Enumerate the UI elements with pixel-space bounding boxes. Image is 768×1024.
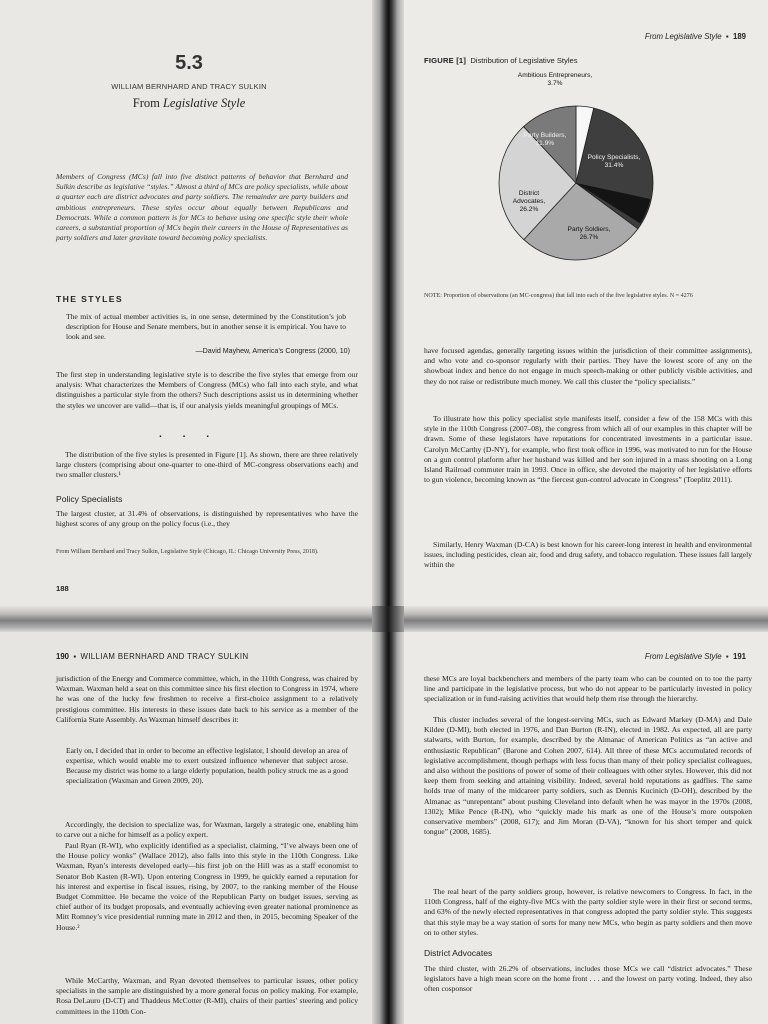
pie-label-name: District Advocates, <box>512 190 546 206</box>
subheading-district-advocates: District Advocates <box>424 948 493 958</box>
chapter-abstract: Members of Congress (MCs) fall into five distinct patterns of behavior that Bernhard and Sulkin describe as legislative “styles.” Almost a third of MCs are policy specialists, while about a quarter each are district advocates and party soldiers. The remainder are party builders and ambitious entrepreneurs. These styles occur about equally between Republicans and Democrats. While a common pattern is for MCs to behave using one specific style their whole careers, a substantial proportion of MCs begin their careers in the House of Representatives as party soldiers and later gravitate toward becoming policy specialists. <box>56 172 348 243</box>
paragraph: The third cluster, with 26.2% of observations, includes those MCs we call “district advocates.” These legislators have a high mean score on the home front . . . and the lowest on party voting. Indeed, they also often cosponsor <box>424 964 752 994</box>
block-quote: Early on, I decided that in order to become an effective legislator, I should develop an area of expertise, which would enable me to exert outsized influence whenever that subject arose. Because my district was home to a large elderly population, health policy struck me as a good specialization (Waxman and Green 2009, 20). <box>66 746 348 785</box>
paragraph: have focused agendas, generally targeting issues within the jurisdiction of their committee assignments), and who vote and co-sponsor regularly with their parties. They have the lowest score of any on the showboat index and hence do not engage in much speech-making or other publicly visible activities, and they do not raise or redistribute much money. We call this cluster the “policy specialists.” <box>424 346 752 386</box>
pie-label-value: 3.7% <box>547 80 563 88</box>
page-189 <box>398 0 768 610</box>
pie-label-ambitious-entrepreneurs <box>510 72 600 88</box>
chapter-authors: WILLIAM BERNHARD AND TRACY SULKIN <box>111 82 267 91</box>
book-spine <box>372 0 404 1024</box>
page-number: 189 <box>732 32 746 41</box>
paragraph: To illustrate how this policy specialist style manifests itself, consider a few of the 158 MCs with this style in the 110th Congress (2007–08), the congress from which all of our examples in this chapter will be drawn. Some of these legislators have reputations for concentrated investments in a particular issue. Carolyn McCarthy (D-NY), for example, who first took office in 1996, was motivated to run for the House on a gun control platform after her husband was killed and her son injured in a mass shooting on a Long Island Railroad commuter train in 1993. Once in office, she devoted the majority of her legislative efforts to gun violence, becoming known as “the fiercest gun-control advocate in Congress” (Toeplitz 2011). <box>424 414 752 485</box>
paragraph: these MCs are loyal backbenchers and members of the party team who can be counted on to toe the party line and participate in the legislative process, but who do not appear to be particularly invested in policy specialization or in fund-raising activities that would help them rise through the hierarchy. <box>424 674 752 704</box>
source-footnote: From William Bernhard and Tracy Sulkin, Legislative Style (Chicago, IL: Chicago University Press, 2018). <box>56 549 319 555</box>
chapter-title-prefix: From <box>132 96 163 110</box>
paragraph: Similarly, Henry Waxman (D-CA) is best known for his career-long interest in health and environmental issues, including pesticides, clean air, food and drug safety, and tobacco regulation. These issues fall largely within the <box>424 540 752 570</box>
pie-label-party-soldiers <box>562 226 616 242</box>
running-head-separator: ▪ <box>73 652 77 661</box>
paragraph: Paul Ryan (R-WI), who explicitly identified as a specialist, claiming, “I’ve always been one of the House policy wonks” (Wallace 2012), also falls into this style in the 110th Congress. Like Waxman, Ryan’s interests developed early—his first job on the Hill was as a staff economist to Senator Bob Kasten (R-WI). Upon entering Congress in 1999, he quickly earned a reputation for his interest and expertise in fiscal issues, rising, by 2007, to the ranking member of the House Budget Committee. He became the voice of the Republican Party on budget issues, serving as chief author of its budget proposals, and eventually achieving even greater national prominence as Mitt Romney’s vice presidential running mate in 2012 and then, in 2015, becoming Speaker of the House.² <box>56 841 358 932</box>
pie-label-district-advocates <box>502 190 556 215</box>
section-break-dots: ▪ ▪ ▪ <box>159 434 219 440</box>
chapter-title-italic: Legislative Style <box>162 96 246 110</box>
pie-label-value: 26.2% <box>519 206 539 214</box>
section-heading: THE STYLES <box>56 294 124 304</box>
chapter-title <box>0 96 378 111</box>
running-head-title: From Legislative Style <box>644 652 722 661</box>
paragraph: The distribution of the five styles is presented in Figure [1]. As shown, there are three relatively large clusters (comprising about one-quarter to one-third of MC-congress observations each) and two smaller clusters.¹ <box>56 450 358 480</box>
running-head <box>56 652 249 661</box>
figure-note: NOTE: Proportion of observations (an MC-congress) that fall into each of the five legislative styles. N = 4276 <box>424 293 693 299</box>
page-number: 191 <box>732 652 746 661</box>
page-188 <box>0 0 378 610</box>
pie-label-party-builders <box>520 132 570 148</box>
figure-caption: Distribution of Legislative Styles <box>470 56 578 65</box>
paragraph: The real heart of the party soldiers group, however, is relative newcomers to Congress. In fact, in the 110th Congress, half of the eighty-five MCs with the party soldier style were in their first or second terms, and 63% of the newly elected representatives in that congress adopted the party soldier style. This suggests that this style may be a way station of sorts for many new MCs, who begin as party soldiers and then move on to other styles. <box>424 887 752 937</box>
pie-label-value: 31.4% <box>604 162 624 170</box>
epigraph: The mix of actual member activities is, in one sense, determined by the Constitution’s job description for House and Senate members, but in another sense it is empirical. You have to look and see. <box>66 312 346 342</box>
book-spine-corner <box>372 606 404 632</box>
page-number: 188 <box>56 584 69 593</box>
paragraph: The largest cluster, at 31.4% of observations, is distinguished by representatives who have the highest scores of any group on the policy focus (i.e., they <box>56 509 358 529</box>
paragraph: Accordingly, the decision to specialize was, for Waxman, largely a strategic one, enabling him to carve out a niche for himself as a policy expert. <box>56 820 358 840</box>
pie-label-name: Policy Specialists, <box>587 154 641 161</box>
running-head-separator: ▪ <box>725 32 729 41</box>
subheading-policy-specialists: Policy Specialists <box>56 494 123 504</box>
page-190 <box>0 628 378 1024</box>
paragraph: This cluster includes several of the longest-serving MCs, such as Edward Markey (D-MA) and Dale Kildee (D-MI), both elected in 1976, and Dan Burton (R-IN), elected in 1982. As expected, all are party stalwarts, with Burton, for example, described by the Almanac of American Politics as “an active and enthusiastic Republican” (Barone and Cohen 2007, 614). All three of these MCs accumulated records of legislative accomplishment, though perhaps with less focus than many of their policy specialist colleagues, and also without the positions of power of some of their colleagues with other styles. However, this did not keep them from seeking and attaining visibility. Indeed, several hold reputations as gadflies. The same holds true of many of the midcareer party soldiers, such as Dennis Kucinich (D-OH), described by the Almanac as “unrepentant” about pushing Cleveland into default when he was mayor in the 1970s (2008, 1302); Mike Pence (R-IN), who “quickly made his mark as one of the House’s more outspoken conservative members” (2008, 617); and Jim Moran (D-VA), “known for his short temper and quick tongue” (2008, 1685). <box>424 715 752 837</box>
pie-label-name: Party Builders, <box>523 132 567 139</box>
running-head-separator: ▪ <box>725 652 729 661</box>
figure-label: FIGURE [1] <box>424 56 467 65</box>
pie-chart <box>398 0 768 290</box>
running-head <box>645 652 746 661</box>
running-head-authors: WILLIAM BERNHARD AND TRACY SULKIN <box>80 652 249 661</box>
paragraph: While McCarthy, Waxman, and Ryan devoted themselves to particular issues, other policy specialists in the sample are distinguished by a more general focus on policy making. For example, Rosa DeLauro (D-CT) and Thaddeus McCotter (R-MI), chairs of their parties’ steering and policy committees in the 110th Con- <box>56 976 358 1016</box>
running-head-title: From Legislative Style <box>644 32 722 41</box>
pie-label-name: Ambitious Entrepreneurs, <box>517 72 593 79</box>
paragraph: jurisdiction of the Energy and Commerce committee, which, in the 110th Congress, was chaired by Waxman. Waxman held a seat on this committee since his first election to Congress in 1974, where he was one of the lucky few freshmen to receive a first-choice assignment to a relatively prestigious committee. His interests in these issues date back to his service as a member of the California State Assembly. As Waxman himself describes it: <box>56 674 358 724</box>
pie-label-value: 11.9% <box>535 140 555 148</box>
pie-label-policy-specialists <box>584 154 644 170</box>
page-191 <box>398 628 768 1024</box>
paragraph: The first step in understanding legislative style is to describe the five styles that emerge from our analysis: What characterizes the Members of Congress (MCs) who fall into each style, and what distinguishes a particular style from the others? Such descriptions assist us in determining whether the styles we uncover are valid—that is, if our analysis yields meaningful groupings of MCs. <box>56 370 358 410</box>
pie-label-value: 26.7% <box>579 234 599 242</box>
page-number: 190 <box>56 652 70 661</box>
chapter-number: 5.3 <box>175 52 203 74</box>
pie-label-name: Party Soldiers, <box>567 226 611 233</box>
epigraph-source: —David Mayhew, America’s Congress (2000, 10) <box>195 347 350 355</box>
